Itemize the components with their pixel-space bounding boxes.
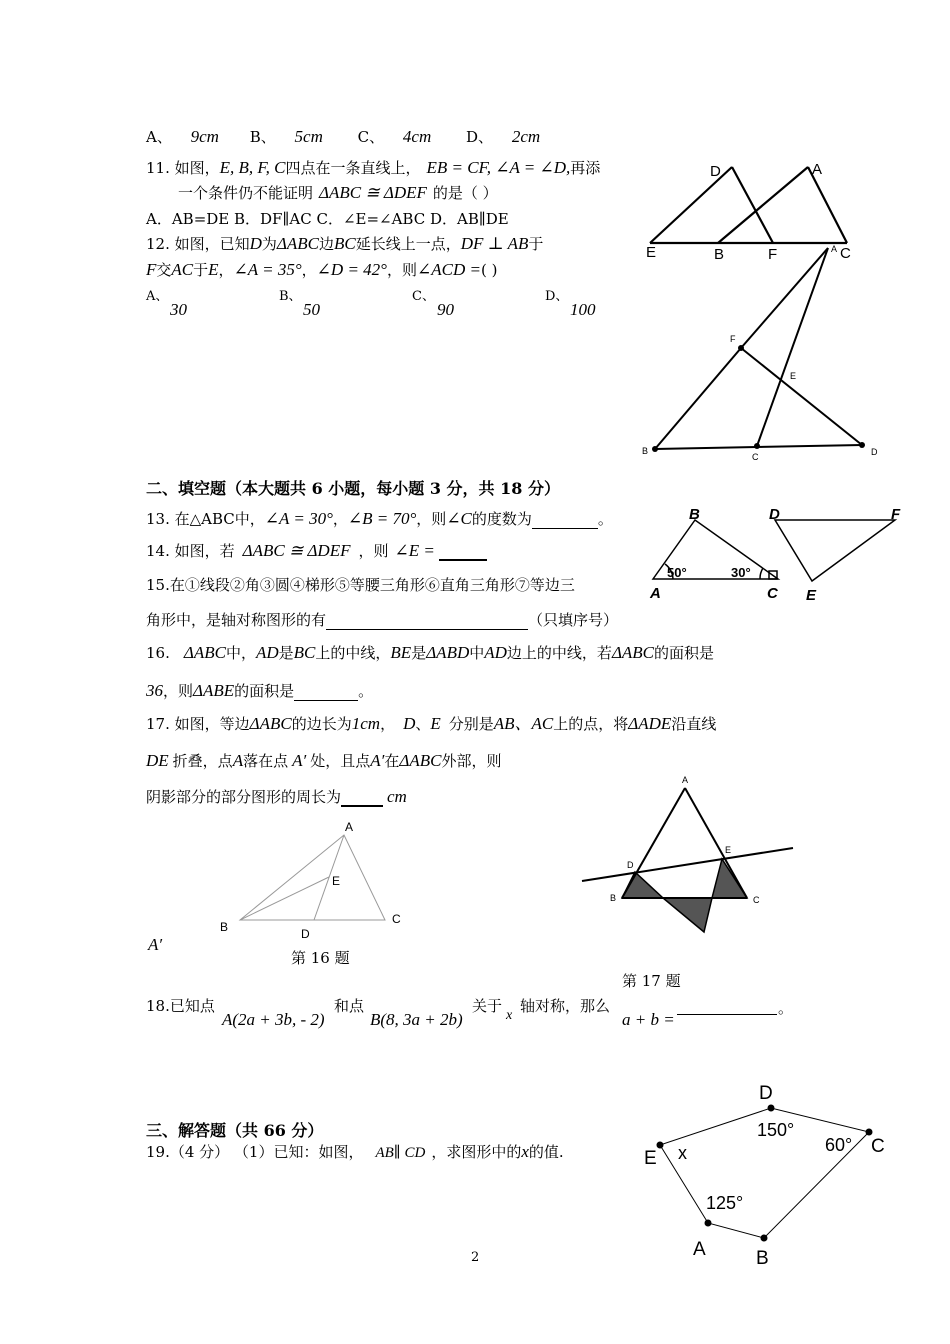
q16-answer-blank — [294, 684, 358, 701]
label-a: A — [693, 1239, 706, 1260]
page-number: 2 — [471, 1250, 480, 1265]
q11-line2: 一个条件仍不能证明 ΔABC ≅ ΔDEF 的是（ ） — [178, 183, 498, 202]
angle-60: 60° — [825, 1135, 853, 1155]
label-b: B — [714, 246, 725, 263]
q12-figure — [640, 240, 890, 465]
angle-150: 150° — [757, 1120, 795, 1140]
section3-title: 三、解答题（共 66 分） — [146, 1121, 324, 1140]
q12-opt-a: 30 — [170, 300, 187, 319]
fig16-aprime: A′ — [148, 935, 163, 954]
q18-p5: 。 — [778, 999, 794, 1017]
label-c: C — [840, 245, 851, 262]
q14-figure — [645, 503, 910, 613]
label-a: A — [682, 775, 689, 785]
q11-line1: 11. 如图，E, B, F, C四点在一条直线上， EB = CF, ∠A = ∠D,再添 — [146, 158, 601, 177]
label-e: E — [806, 587, 817, 604]
q13-answer-blank — [532, 512, 598, 529]
q14-answer-blank — [439, 543, 487, 561]
q12-opt-d: 100 — [570, 300, 596, 319]
fig16 — [215, 815, 415, 940]
label-b: B — [220, 920, 229, 934]
q12-line2: F交AC于E，∠A = 35°，∠D = 42°，则∠ACD =( ) — [146, 260, 498, 279]
label-a: A — [812, 161, 823, 178]
q11-options: A．AB=DE B．DF∥AC C．∠E=∠ABC D．AB∥DE — [146, 210, 509, 228]
label-f: F — [768, 246, 778, 263]
q17-line3: 阴影部分的部分图形的周长为 cm — [146, 787, 407, 806]
label-d: D — [301, 927, 310, 940]
q10-options: A、 9cm B、 5cm C、 4cm D、 2cm — [146, 127, 541, 146]
q18-point-a: A(2a + 3b, - 2) — [222, 1010, 325, 1029]
label-e: E — [790, 371, 797, 381]
q12-opt-d-label: D、 — [545, 289, 569, 304]
q18-answer-blank — [677, 998, 777, 1015]
label-d: D — [627, 860, 634, 870]
q12-opt-c: 90 — [437, 300, 454, 319]
label-b: B — [642, 446, 649, 456]
q16-line2: 36，则ΔABE的面积是 。 — [146, 681, 374, 700]
label-d: D — [759, 1083, 773, 1104]
label-f: F — [891, 506, 901, 523]
label-c: C — [871, 1136, 885, 1157]
label-e: E — [646, 244, 657, 261]
label-e: E — [725, 845, 732, 855]
q19: 19.（4 分） （1）已知：如图， AB∥ CD ，求图形中的x的值. — [146, 1142, 564, 1161]
q13: 13. 在△ABC中，∠A = 30°，∠B = 70°，则∠C的度数为 。 — [146, 509, 613, 528]
fig17 — [575, 770, 800, 940]
q18-point-b: B(8, 3a + 2b) — [370, 1010, 463, 1029]
fig19 — [640, 1075, 900, 1270]
q18-x: x — [506, 1008, 513, 1023]
angle-a: 50° — [667, 565, 687, 580]
label-c: C — [767, 585, 778, 602]
q15-line1: 15.在①线段②角③圆④梯形⑤等腰三角形⑥直角三角形⑦等边三 — [146, 576, 575, 594]
label-b: B — [756, 1248, 769, 1269]
q17-line2: DE 折叠，点A落在点 A′ 处，且点A′在ΔABC外部，则 — [146, 751, 502, 770]
q18-p4: 轴对称，那么 — [520, 997, 611, 1015]
label-a: A — [345, 820, 354, 834]
label-c: C — [753, 895, 760, 905]
label-b: B — [689, 506, 700, 523]
label-e: E — [644, 1148, 657, 1169]
label-d: D — [769, 506, 780, 523]
q18-ab: a + b = — [622, 1010, 675, 1029]
label-f: F — [730, 334, 736, 344]
q12-line1: 12. 如图，已知D为ΔABC边BC延长线上一点，DF ⊥ AB于 — [146, 234, 544, 253]
q17-answer-blank — [341, 789, 383, 807]
fig17-caption: 第 17 题 — [622, 972, 681, 990]
label-b: B — [610, 893, 617, 903]
q12-opt-b: 50 — [303, 300, 320, 319]
q17-line1: 17. 如图，等边ΔABC的边长为1cm， D、E 分别是AB、AC上的点，将ΔADE沿直线 — [146, 714, 717, 733]
angle-125: 125° — [706, 1193, 744, 1213]
q18-p2: 和点 — [334, 997, 365, 1015]
q15-line2: 角形中，是轴对称图形的有 （只填序号） — [146, 611, 619, 629]
fig16-caption: 第 16 题 — [291, 949, 350, 967]
label-c: C — [392, 912, 401, 926]
label-d: D — [710, 163, 721, 180]
label-x: x — [678, 1143, 687, 1163]
section2-title: 二、填空题（本大题共 6 小题，每小题 3 分，共 18 分） — [146, 479, 560, 498]
label-a: A — [650, 585, 661, 602]
label-e: E — [332, 874, 341, 888]
q18-p1: 18.已知点 — [146, 997, 215, 1015]
q12-opt-c-label: C、 — [412, 289, 435, 304]
q12-opt-a-label: A、 — [146, 289, 169, 304]
label-d: D — [871, 447, 878, 457]
label-a: A — [831, 244, 838, 254]
q14: 14. 如图，若 ΔABC ≅ ΔDEF ，则 ∠E = — [146, 541, 487, 561]
q15-answer-blank — [326, 613, 528, 630]
q12-opt-b-label: B、 — [279, 289, 302, 304]
angle-c: 30° — [731, 565, 751, 580]
label-c: C — [752, 452, 759, 462]
q16-line1: 16. ΔABC中，AD是BC上的中线，BE是ΔABD中AD边上的中线，若ΔABC的面积是 — [146, 643, 715, 662]
q18-p3: 关于 — [472, 997, 503, 1015]
